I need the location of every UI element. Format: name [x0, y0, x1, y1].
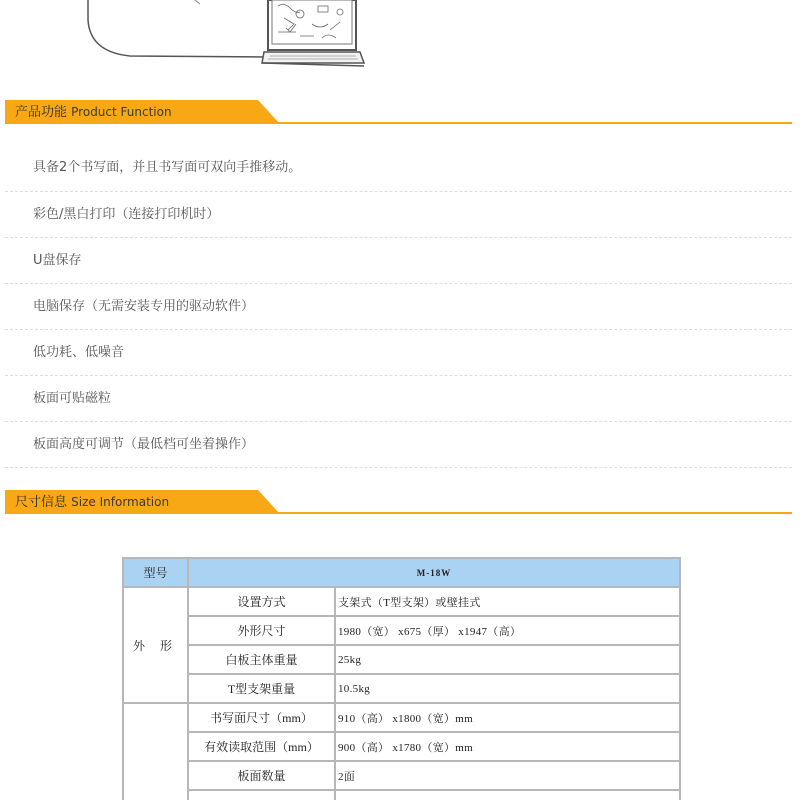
feature-list — [5, 145, 792, 468]
spec-value: 支架式（T型支架）或壁挂式 — [335, 587, 680, 616]
spec-name: 板面数量 — [188, 761, 335, 790]
spec-name: 书写面尺寸（mm） — [188, 703, 335, 732]
size-information-header — [5, 490, 792, 514]
model-label-cell: 型号 — [123, 558, 188, 587]
section-title-cn: 产品功能 — [15, 105, 68, 120]
spec-name: 白板主体重量 — [188, 645, 335, 674]
table-row — [123, 732, 680, 761]
section-title — [15, 100, 172, 124]
feature-item: 具备2个书写面，并且书写面可双向手推移动。 — [5, 145, 792, 192]
spec-value: 2面 — [335, 761, 680, 790]
table-row — [123, 790, 680, 800]
table-row — [123, 616, 680, 645]
table-row — [123, 703, 680, 732]
spec-value: 1980（宽） x675（厚） x1947（高） — [335, 616, 680, 645]
section-title-cn: 尺寸信息 — [15, 495, 68, 510]
table-header-row — [123, 558, 680, 587]
whiteboard-laptop-illustration — [0, 0, 800, 90]
table-row — [123, 761, 680, 790]
feature-item: 板面可贴磁粒 — [5, 376, 792, 422]
model-value-cell: M-18W — [188, 558, 680, 587]
feature-item: 低功耗、低噪音 — [5, 330, 792, 376]
feature-item: 彩色/黑白打印（连接打印机时） — [5, 192, 792, 238]
spec-name: 有效读取范围（mm） — [188, 732, 335, 761]
spec-name: 设置方式 — [188, 587, 335, 616]
spec-name — [188, 790, 335, 800]
group-label-appearance: 外 形 — [123, 587, 188, 703]
section-title — [15, 490, 169, 514]
feature-item: 电脑保存（无需安装专用的驱动软件） — [5, 284, 792, 330]
feature-item: 板面高度可调节（最低档可坐着操作） — [5, 422, 792, 468]
table-row — [123, 674, 680, 703]
group-label-board — [123, 703, 188, 800]
product-function-header — [5, 100, 792, 124]
section-title-en: Size Information — [71, 495, 170, 509]
top-illustration — [0, 0, 800, 90]
spec-name: T型支架重量 — [188, 674, 335, 703]
spec-value: 25kg — [335, 645, 680, 674]
spec-table — [122, 557, 681, 800]
spec-value — [335, 790, 680, 800]
table-row — [123, 587, 680, 616]
spec-value: 900（高） x1780（宽）mm — [335, 732, 680, 761]
table-row — [123, 645, 680, 674]
section-title-en: Product Function — [71, 105, 172, 119]
spec-value: 910（高） x1800（宽）mm — [335, 703, 680, 732]
spec-value: 10.5kg — [335, 674, 680, 703]
spec-name: 外形尺寸 — [188, 616, 335, 645]
feature-item: U盘保存 — [5, 238, 792, 284]
